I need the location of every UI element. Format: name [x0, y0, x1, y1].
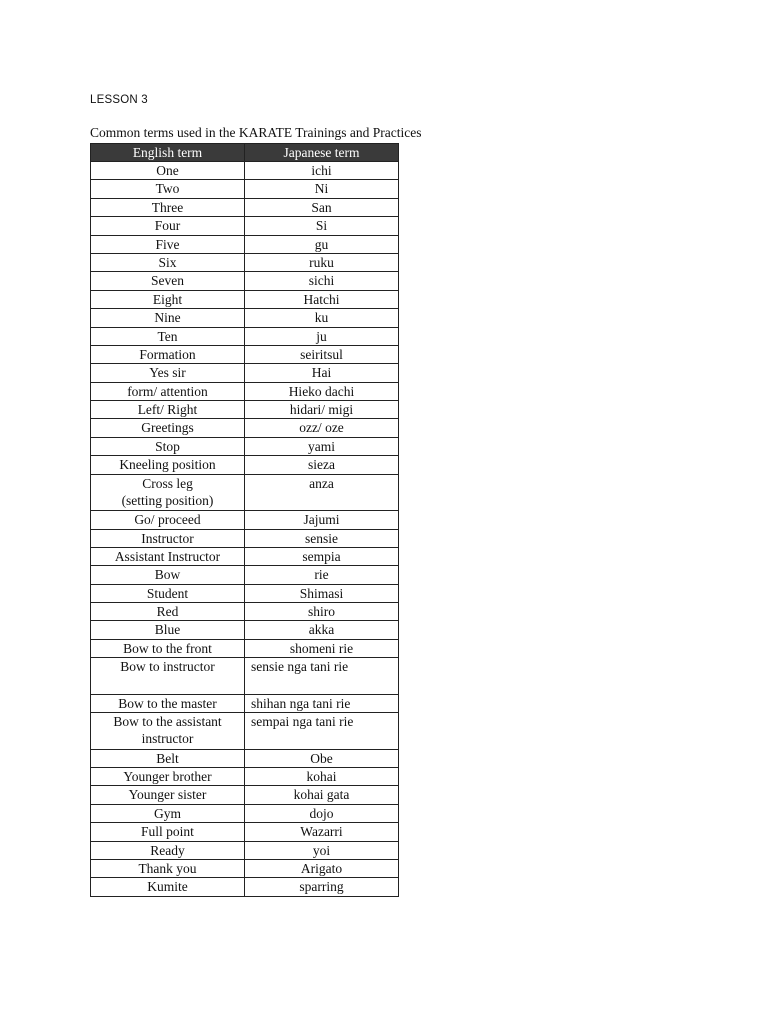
- english-term-cell: Four: [91, 217, 245, 235]
- english-term-cell: Left/ Right: [91, 401, 245, 419]
- japanese-term-cell: yoi: [245, 841, 399, 859]
- table-row: [91, 621, 399, 639]
- japanese-term-cell: yami: [245, 437, 399, 455]
- table-row: [91, 364, 399, 382]
- japanese-term-cell: gu: [245, 235, 399, 253]
- english-term-cell: Assistant Instructor: [91, 547, 245, 565]
- japanese-term-cell: Shimasi: [245, 584, 399, 602]
- table-row: [91, 713, 399, 750]
- english-term-cell: Bow to the assistant instructor: [91, 713, 245, 750]
- english-term-cell: Formation: [91, 345, 245, 363]
- english-term-cell: Cross leg (setting position): [91, 474, 245, 511]
- table-row: [91, 584, 399, 602]
- english-term-cell: Nine: [91, 309, 245, 327]
- japanese-term-cell: hidari/ migi: [245, 401, 399, 419]
- table-row: [91, 456, 399, 474]
- japanese-term-cell: ozz/ oze: [245, 419, 399, 437]
- table-row: [91, 474, 399, 511]
- japanese-term-cell: sensie nga tani rie: [245, 658, 399, 695]
- table-row: [91, 639, 399, 657]
- english-term-cell: Younger sister: [91, 786, 245, 804]
- japanese-term-cell: shomeni rie: [245, 639, 399, 657]
- english-term-cell: Instructor: [91, 529, 245, 547]
- english-term-cell: Six: [91, 253, 245, 271]
- japanese-term-cell: dojo: [245, 804, 399, 822]
- english-term-cell: Kumite: [91, 878, 245, 896]
- japanese-term-cell: ruku: [245, 253, 399, 271]
- english-term-cell: Younger brother: [91, 768, 245, 786]
- japanese-term-cell: sempia: [245, 547, 399, 565]
- japanese-term-cell: ichi: [245, 162, 399, 180]
- table-row: [91, 566, 399, 584]
- table-row: [91, 419, 399, 437]
- japanese-term-cell: Hatchi: [245, 290, 399, 308]
- japanese-term-cell: sieza: [245, 456, 399, 474]
- table-row: [91, 217, 399, 235]
- english-term-cell: Three: [91, 198, 245, 216]
- japanese-term-cell: Obe: [245, 749, 399, 767]
- english-term-cell: Five: [91, 235, 245, 253]
- japanese-term-cell: ku: [245, 309, 399, 327]
- table-row: [91, 290, 399, 308]
- japanese-term-cell: sempai nga tani rie: [245, 713, 399, 750]
- japanese-term-cell: sparring: [245, 878, 399, 896]
- lesson-heading: LESSON 3: [90, 94, 148, 106]
- table-row: [91, 162, 399, 180]
- japanese-term-cell: shihan nga tani rie: [245, 694, 399, 712]
- english-term-cell: Red: [91, 603, 245, 621]
- japanese-term-cell: sensie: [245, 529, 399, 547]
- english-term-cell: Student: [91, 584, 245, 602]
- table-row: [91, 823, 399, 841]
- table-row: [91, 658, 399, 695]
- english-term-cell: Ready: [91, 841, 245, 859]
- english-term-cell: One: [91, 162, 245, 180]
- english-term-cell: Greetings: [91, 419, 245, 437]
- japanese-term-cell: anza: [245, 474, 399, 511]
- table-row: [91, 547, 399, 565]
- japanese-term-cell: Hieko dachi: [245, 382, 399, 400]
- english-term-cell: Blue: [91, 621, 245, 639]
- english-term-cell: Stop: [91, 437, 245, 455]
- table-row: [91, 437, 399, 455]
- table-row: [91, 180, 399, 198]
- table-row: [91, 198, 399, 216]
- english-term-cell: Go/ proceed: [91, 511, 245, 529]
- japanese-term-cell: Ni: [245, 180, 399, 198]
- table-row: [91, 309, 399, 327]
- table-row: [91, 529, 399, 547]
- japanese-term-cell: kohai gata: [245, 786, 399, 804]
- english-term-cell: Seven: [91, 272, 245, 290]
- header-english-term: English term: [91, 144, 245, 162]
- table-row: [91, 382, 399, 400]
- karate-terms-table: [90, 143, 399, 897]
- japanese-term-cell: Si: [245, 217, 399, 235]
- japanese-term-cell: shiro: [245, 603, 399, 621]
- japanese-term-cell: Hai: [245, 364, 399, 382]
- table-row: [91, 804, 399, 822]
- english-term-cell: Thank you: [91, 860, 245, 878]
- japanese-term-cell: Arigato: [245, 860, 399, 878]
- japanese-term-cell: sichi: [245, 272, 399, 290]
- table-body: [91, 162, 399, 897]
- table-row: [91, 768, 399, 786]
- english-term-cell: Gym: [91, 804, 245, 822]
- japanese-term-cell: seiritsul: [245, 345, 399, 363]
- table-row: [91, 749, 399, 767]
- english-term-cell: Ten: [91, 327, 245, 345]
- english-term-cell: Bow to instructor: [91, 658, 245, 695]
- japanese-term-cell: Jajumi: [245, 511, 399, 529]
- japanese-term-cell: ju: [245, 327, 399, 345]
- table-row: [91, 272, 399, 290]
- english-term-cell: Eight: [91, 290, 245, 308]
- japanese-term-cell: Wazarri: [245, 823, 399, 841]
- table-row: [91, 253, 399, 271]
- table-row: [91, 694, 399, 712]
- english-term-cell: Bow: [91, 566, 245, 584]
- table-row: [91, 327, 399, 345]
- japanese-term-cell: rie: [245, 566, 399, 584]
- english-term-cell: Yes sir: [91, 364, 245, 382]
- table-row: [91, 841, 399, 859]
- table-row: [91, 401, 399, 419]
- table-row: [91, 860, 399, 878]
- table-header-row: [91, 144, 399, 162]
- english-term-cell: Two: [91, 180, 245, 198]
- header-japanese-term: Japanese term: [245, 144, 399, 162]
- table-caption: Common terms used in the KARATE Trainings and Practices: [90, 125, 422, 140]
- table-row: [91, 786, 399, 804]
- table-row: [91, 511, 399, 529]
- table-row: [91, 345, 399, 363]
- table-row: [91, 603, 399, 621]
- japanese-term-cell: akka: [245, 621, 399, 639]
- table-row: [91, 878, 399, 896]
- english-term-cell: Full point: [91, 823, 245, 841]
- english-term-cell: Kneeling position: [91, 456, 245, 474]
- english-term-cell: form/ attention: [91, 382, 245, 400]
- japanese-term-cell: kohai: [245, 768, 399, 786]
- table-row: [91, 235, 399, 253]
- english-term-cell: Bow to the front: [91, 639, 245, 657]
- english-term-cell: Bow to the master: [91, 694, 245, 712]
- english-term-cell: Belt: [91, 749, 245, 767]
- japanese-term-cell: San: [245, 198, 399, 216]
